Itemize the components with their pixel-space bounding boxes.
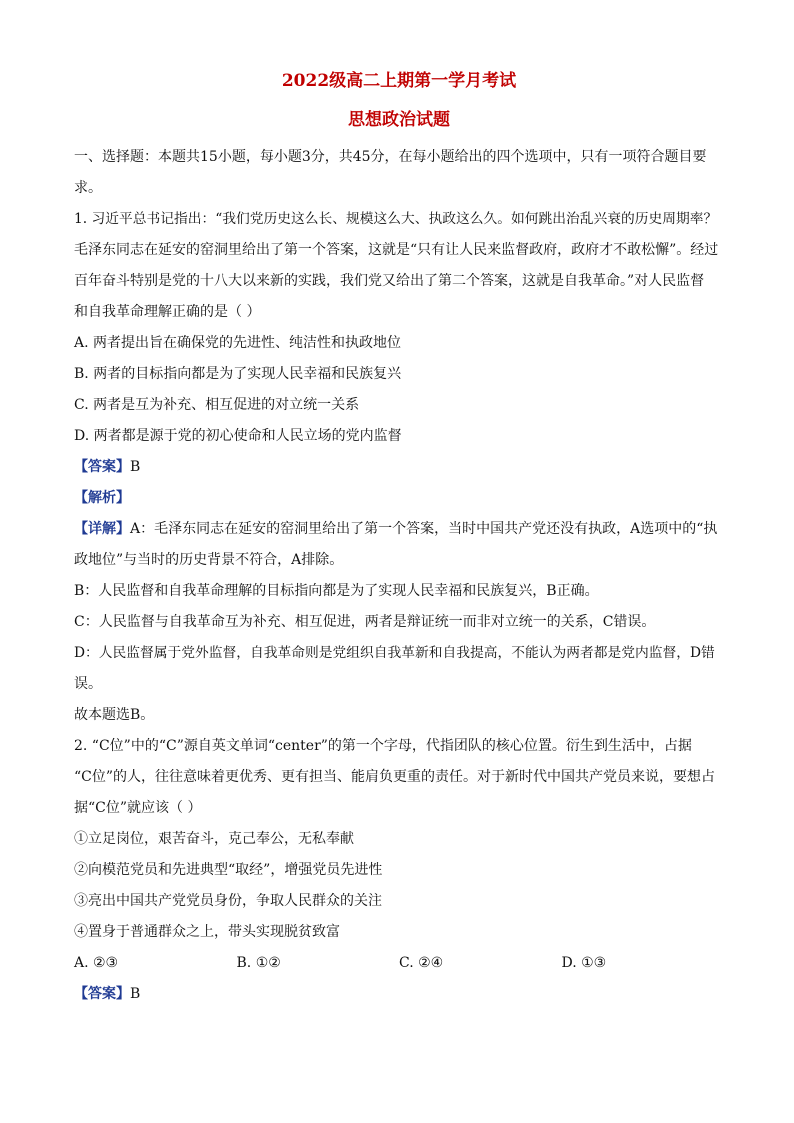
q1-stem-line-1: 1. 习近平总书记指出：“我们党历史这么长、规模这么大、执政这么久。如何跳出治乱兴衰的历史周期率？ [74, 211, 718, 227]
q1-analysis-label: 【解析】 [74, 490, 130, 506]
q1-detail-label: 【详解】 [74, 521, 130, 537]
exam-subtitle: 思想政治试题 [348, 110, 450, 130]
q2-choices [74, 948, 724, 979]
q2-item-3: ③亮出中国共产党党员身份，争取人民群众的关注 [74, 893, 382, 909]
q1-answer [74, 452, 724, 483]
q1-option-c: C. 两者是互为补充、相互促进的对立统一关系 [74, 397, 360, 413]
q1-detail-line-2: 政地位”与当时的历史背景不符合，A排除。 [74, 552, 344, 568]
q2-choice-b: B. ①② [236, 955, 281, 971]
q1-detail-line-5: D：人民监督属于党外监督，自我革命则是党组织自我革新和自我提高，不能认为两者都是党内监督，D错 [74, 645, 715, 661]
q2-item-1: ①立足岗位，艰苦奋斗，克己奉公，无私奉献 [74, 831, 354, 847]
q2-item-2: ②向模范党员和先进典型“取经”，增强党员先进性 [74, 862, 383, 878]
q2-stem-line-2: “C位”的人，往往意味着更优秀、更有担当、能肩负更重的责任。对于新时代中国共产党员来说，要想占 [74, 769, 716, 785]
document-page [74, 68, 724, 1010]
q1-answer-value: B [130, 459, 141, 475]
q1-detail-line-6: 误。 [74, 676, 102, 692]
q1-stem-line-3: 百年奋斗特别是党的十八大以来新的实践，我们党又给出了第二个答案，这就是自我革命。”对人民监督 [74, 273, 705, 289]
q2-choice-d: D. ①③ [561, 955, 607, 971]
q2-choice-a: A. ②③ [74, 955, 119, 971]
q1-analysis [74, 483, 724, 514]
q2-item-4: ④置身于普通群众之上，带头实现脱贫致富 [74, 924, 340, 940]
q1-detail-line-3: B：人民监督和自我革命理解的目标指向都是为了实现人民幸福和民族复兴，B正确。 [74, 583, 599, 599]
q1-detail-line-7: 故本题选B。 [74, 707, 155, 723]
q1-detail-line-4: C：人民监督与自我革命互为补充、相互促进，两者是辩证统一而非对立统一的关系，C错误。 [74, 614, 656, 630]
exam-title: 2022级高二上期第一学月考试 [281, 71, 517, 91]
q1-stem-line-2: 毛泽东同志在延安的窑洞里给出了第一个答案，这就是“只有让人民来监督政府，政府才不敢松懈”。经过 [74, 242, 719, 258]
q1-option-a: A. 两者提出旨在确保党的先进性、纯洁性和执政地位 [74, 335, 402, 351]
q1-option-b: B. 两者的目标指向都是为了实现人民幸福和民族复兴 [74, 366, 402, 382]
q2-answer [74, 979, 724, 1010]
q1-answer-label: 【答案】 [74, 459, 130, 475]
q1-stem-line-4: 和自我革命理解正确的是（ ） [74, 304, 261, 320]
q1-option-d: D. 两者都是源于党的初心使命和人民立场的党内监督 [74, 428, 402, 444]
q1-detail-text-1: A：毛泽东同志在延安的窑洞里给出了第一个答案，当时中国共产党还没有执政，A选项中的“执 [130, 521, 718, 537]
q2-choice-c: C. ②④ [399, 955, 444, 971]
q1-detail-line-1 [74, 514, 724, 545]
instructions-line-1: 一、选择题：本题共15小题，每小题3分，共45分，在每小题给出的四个选项中，只有一项符合题目要 [74, 149, 707, 165]
instructions-line-2: 求。 [74, 180, 102, 196]
q2-stem-line-3: 据“C位”就应该（ ） [74, 800, 202, 816]
q2-stem-line-1: 2. “C位”中的“C”源自英文单词“center”的第一个字母，代指团队的核心位置。衍生到生活中，占据 [74, 738, 692, 754]
q2-answer-label: 【答案】 [74, 986, 130, 1002]
q2-answer-value: B [130, 986, 141, 1002]
